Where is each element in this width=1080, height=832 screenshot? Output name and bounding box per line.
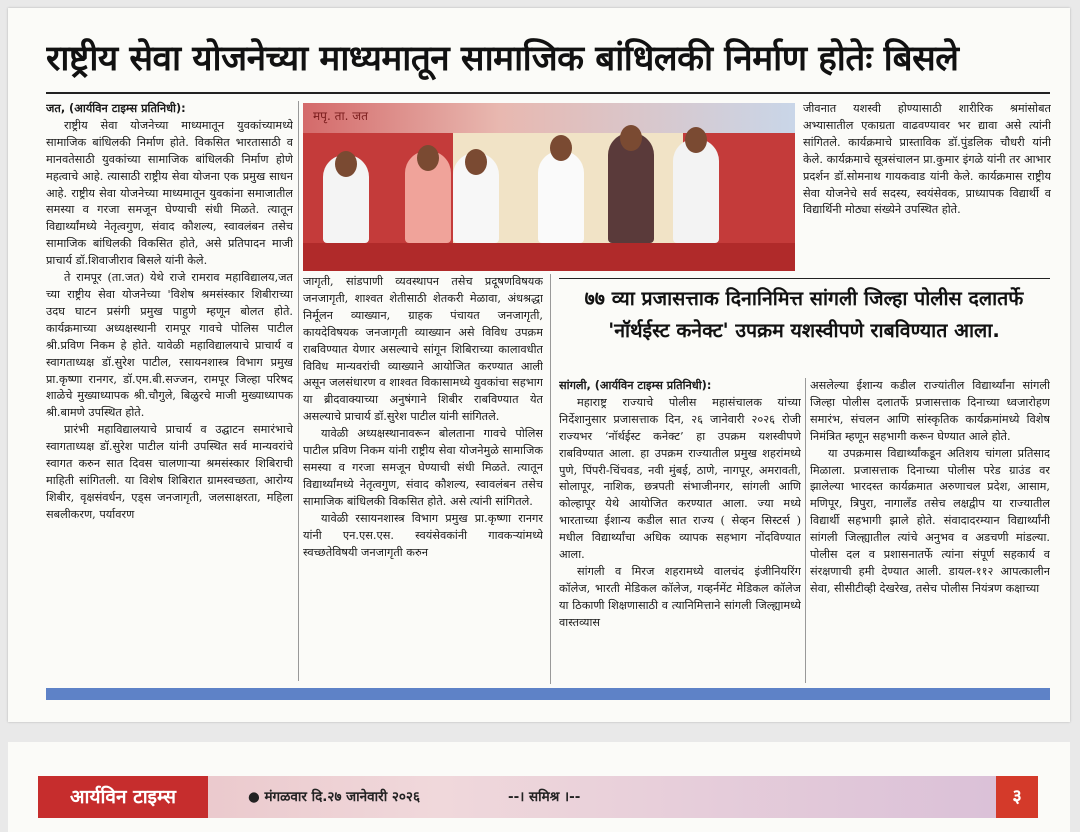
- photo-person-head: [550, 135, 572, 161]
- issue-date: ● मंगळवार दि.२७ जानेवारी २०२६: [248, 789, 420, 805]
- photo-person-head: [417, 145, 439, 171]
- column-divider: [550, 274, 551, 684]
- story2-dateline: सांगली, (आर्यविन टाइम्स प्रतिनिधी):: [559, 379, 712, 392]
- story1-column-3: [803, 101, 1051, 271]
- page-footer: [38, 776, 1038, 818]
- main-headline: राष्ट्रीय सेवा योजनेच्या माध्यमातून सामाजिक बांधिलकी निर्माण होतेः बिसले: [46, 39, 959, 79]
- newspaper-page: [8, 8, 1070, 722]
- story2-para: या उपक्रमास विद्यार्थ्यांकडून अतिशय चांगला प्रतिसाद मिळाला. प्रजासत्ताक दिनाच्या पोलीस परेड ग्राउंड वर झालेल्या भारदस्त कार्यक्रमात अरुणाचल प्रदेश, आसाम, मणिपूर, त्रिपुरा, नागालँड तसेच लक्षद्वीप या राज्यातील विद्यार्थी सहभागी झाले होते. संवादादरम्यान विद्यार्थ्यांनी सांगली जिल्ह्यातील त्यांचे अनुभव व अडचणी मांडल्या. पोलीस दल व प्रशासनातर्फे त्यांना संपूर्ण सहकार्य व संरक्षणाची हमी देण्यात आली. डायल-११२ आपत्कालीन सेवा, सीसीटीव्ही देखरेख, तसेच पोलीस नियंत्रण कक्षाच्या: [810, 446, 1050, 595]
- story2-column-2: [810, 378, 1050, 683]
- event-photo: [303, 103, 795, 271]
- story2-column-1: [559, 378, 801, 683]
- story1-column-2: [303, 274, 543, 684]
- story1-column-1: [46, 101, 293, 681]
- story2-para: सांगली व मिरज शहरामध्ये वालचंद इंजीनियरिंग कॉलेज, भारती मेडिकल कॉलेज, गव्हर्नमेंट मेडिकल कॉलेज या ठिकाणी शिक्षणासाठी व त्यानिमित्ताने सांगली जिल्ह्यामध्ये वास्तव्यास: [559, 564, 801, 629]
- column-divider: [805, 378, 806, 683]
- photo-banner-text: मपृ. ता. जत: [313, 109, 368, 123]
- story1-para: यावेळी रसायनशास्त्र विभाग प्रमुख प्रा.कृष्णा रानगर यांनी एन.एस.एस. स्वयंसेवकांनी गावकऱ्यांमध्ये स्वच्छतेविषयी जनजागृती करुन: [303, 511, 543, 559]
- story1-para: जागृती, सांडपाणी व्यवस्थापन तसेच प्रदूषणविषयक जनजागृती, शाश्वत शेतीसाठी शेतकरी मेळावा, अंधश्रद्धा निर्मूलन व्याख्यान, ग्राहक पंचायत जनजागृती, कायदेविषयक जनजागृती व्याख्यान असे विविध उपक्रम राबविण्यात येणार असल्याचे सांगून शिबिराच्या कालावधीत विविध मान्यवरांची व्याख्याने आयोजित करण्यात आली असून जलसंधारण व शाश्वत विकासामध्ये युवकांचा सहभाग या ब्रीदवाक्याच्या अनुषंगाने शिबीर राबविण्यात येत असल्याचे प्राचार्य डॉ.सुरेश पाटील यांनी सांगितले.: [303, 275, 543, 424]
- story2-para: महाराष्ट्र राज्याचे पोलीस महासंचालक यांच्या निर्देशानुसार प्रजासत्ताक दिन, २६ जानेवारी २०२६ रोजी राज्यभर ‘नॉर्थईस्ट कनेक्ट’ हा उपक्रम यशस्वीपणे राबविण्यात आला. हा उपक्रम राज्यातील प्रमुख शहरांमध्ये पुणे, पिंपरी-चिंचवड, नवी मुंबई, ठाणे, नागपूर, अमरावती, सोलापूर, नाशिक, छत्रपती संभाजीनगर, सांगली आणि कोल्हापूर येथे आयोजित करण्यात आला. ज्या मध्ये भारताच्या ईशान्य कडील सात राज्य ( सेव्हन सिस्टर्स ) मधील विद्यार्थ्यांचा अधिक व्यापक सहभाग नोंदविण्यात आला.: [559, 395, 801, 562]
- story1-para: राष्ट्रीय सेवा योजनेच्या माध्यमातून युवकांच्यामध्ये सामाजिक बांधिलकी निर्माण होते. विकसित भारतासाठी व मानवतेसाठी युवकांच्या सामाजिक बांधिलकी निर्माण होणे महत्वाचे आहे. त्यासाठी राष्ट्रीय सेवा योजना एक प्रमुख साधन आहे. राष्ट्रीय सेवा योजनेच्या माध्यमातून युवकांना समाजातील समस्या व गरजा समजून घेण्याची संधी मिळते. त्यातून विद्यार्थ्यांमध्ये नेतृत्वगुण, संवाद कौशल्य, स्वावलंबन तसेच सामाजिक बांधिलकी विकसित होते, असे प्रतिपादन माजी प्राचार्य डॉ.शिवाजीराव बिसले यांनी केले.: [46, 118, 293, 268]
- story1-para: यावेळी अध्यक्षस्थानावरून बोलताना गावचे पोलिस पाटील प्रविण निकम यांनी राष्ट्रीय सेवा योजनेमुळे सामाजिक समस्या व गरजा समजून घेण्याची संधी मिळते. त्यातून विद्यार्थ्यांमध्ये नेतृत्वगुण, संवाद कौशल्य, स्वावलंबन तसेच सामाजिक बांधिलकी विकसित होते. असे त्यांनी सांगितले.: [303, 427, 543, 508]
- section-label: --। समिश्र ।--: [508, 789, 581, 805]
- next-page: [8, 742, 1070, 832]
- photo-person: [538, 151, 584, 243]
- story2-para: असलेल्या ईशान्य कडील राज्यांतील विद्यार्थ्यांना सांगली जिल्हा पोलीस दलातर्फे प्रजासत्ताक दिनाच्या ध्वजारोहण समारंभ, संचलन आणि सांस्कृतिक कार्यक्रमांमध्ये विशेष निमंत्रित म्हणून सहभागी करून घेण्यात आले होते.: [810, 379, 1050, 443]
- photo-person-head: [335, 151, 357, 177]
- page-number: ३: [996, 776, 1038, 818]
- story2-headline-line2: 'नॉर्थईस्ट कनेक्ट' उपक्रम यशस्वीपणे राबविण्यात आला.: [608, 319, 1000, 342]
- story2-top-rule: [559, 278, 1050, 279]
- photo-stage: [303, 243, 795, 271]
- photo-person: [673, 139, 719, 243]
- photo-banner: [303, 103, 795, 133]
- story2-headline-line1: ७७ व्या प्रजासत्ताक दिनानिमित्त सांगली जिल्हा पोलीस दलातर्फे: [584, 287, 1024, 310]
- masthead-logo: आर्यविन टाइम्स: [38, 776, 208, 818]
- story1-para: प्रारंभी महाविद्यालयाचे प्राचार्य व उद्घाटन समारंभाचे स्वागताध्यक्ष डॉ.सुरेश पाटील यांनी उपस्थित सर्व मान्यवरांचे स्वागत करुन सात दिवस चालणाऱ्या श्रमसंस्कार शिबिराची माहिती सांगितली. या विशेष शिबिरात ग्रामस्वच्छता, आरोग्य शिबीर, वृक्षसंवर्धन, एड्स जनजागृती, जलसाक्षरता, महिला सबलीकरण, पर्यावरण: [46, 423, 293, 521]
- story1-para: जीवनात यशस्वी होण्यासाठी शारीरिक श्रमांसोबत अभ्यासातील एकाग्रता वाढवण्यावर भर द्यावा असे त्यांनी सांगितले. कार्यक्रमाचे प्रास्ताविक डॉ.पुंडलिक चौधरी यांनी केले. कार्यक्रमाचे सूत्रसंचालन प्रा.कुमार इंगळे यांनी तर आभार प्रदर्शन डॉ.सोमनाथ गायकवाड यांनी केले. कार्यक्रमास राष्ट्रीय सेवा योजनेचे सर्व सदस्य, स्वयंसेवक, प्राध्यापक विद्यार्थी व विद्यार्थिनी मोठ्या संख्येने उपस्थित होते.: [803, 102, 1051, 217]
- photo-person-head: [685, 127, 707, 153]
- story1-dateline: जत, (आर्यविन टाइम्स प्रतिनिधी):: [46, 102, 186, 115]
- story1-para: ते रामपूर (ता.जत) येथे राजे रामराव महाविद्यालय,जत च्या राष्ट्रीय सेवा योजनेच्या 'विशेष श्रमसंस्कार शिबीराच्या उदघ घाटन प्रसंगी प्रमुख पाहुणे म्हणून बोलत होते. कार्यक्रमाच्या अध्यक्षस्थानी रामपूर गावचे पोलिस पाटील श्री.प्रविण निकम हे होते. यावेळी महाविद्यालयाचे प्राचार्य व स्वागताध्यक्ष डॉ.सुरेश पाटील, रसायनशास्त्र विभाग प्रमुख प्रा.कृष्णा रानगर, डॉ.एम.बी.सज्जन, रामपूर जिल्हा परिषद शाळेचे मुख्याध्यापक श्री.चौगुले, बिळुरचे माजी मुख्याध्यापक श्री.बामणे उपस्थित होते.: [46, 271, 293, 420]
- photo-person-head: [620, 125, 642, 151]
- headline-rule: [46, 92, 1050, 94]
- photo-person-head: [465, 149, 487, 175]
- story2-headline: [559, 283, 1049, 347]
- page-bottom-bar: [46, 688, 1050, 700]
- column-divider: [298, 101, 299, 681]
